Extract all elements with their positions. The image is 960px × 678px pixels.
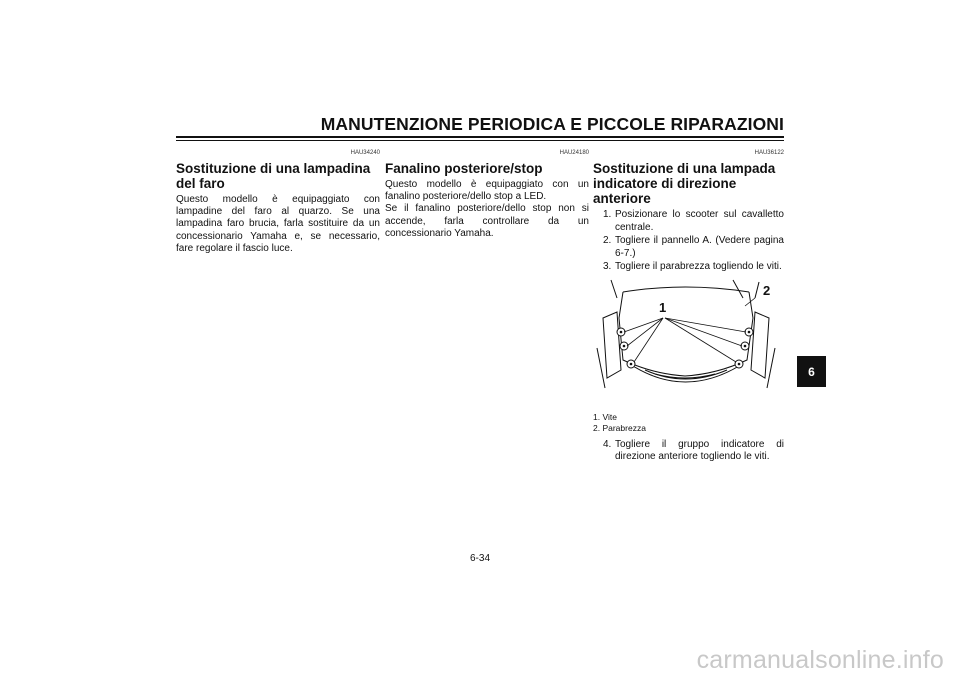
column-taillight [385,150,589,240]
section-heading: Sostituzione di una lampada indicatore di direzione anteriore [593,161,776,206]
section-code: HAU36122 [754,150,784,156]
column-turn-signal [593,150,784,465]
header-rule-thin [176,140,784,141]
windscreen-illustration [593,278,779,408]
section-code: HAU34240 [350,150,380,156]
section-paragraph-2: Se il fanalino posteriore/dello stop non si accende, farla controllare da un concessionario Yamaha. [385,203,589,239]
figure-caption-1: 1. Vite [593,411,617,422]
list-item: 4. Togliere il gruppo indicatore di direzione anteriore togliendo le viti. [603,438,784,462]
section-body: Questo modello è equipaggiato con lampadine del faro al quarzo. Se una lampadina faro brucia, farla sostituire da un concessionario Yamaha e, se necessario, fare regolare il fascio luce. [176,194,380,254]
list-item: 3. Togliere il parabrezza togliendo le viti. [603,261,782,272]
steps-list-continued [593,439,784,464]
section-paragraph-1: Questo modello è equipaggiato con un fanalino posteriore/dello stop a LED. [385,179,589,203]
section-heading: Sostituzione di una lampadina del faro [176,161,371,191]
column-headlight [176,150,380,255]
figure-caption-2: 2. Parabrezza [593,422,646,433]
steps-list [593,209,784,274]
page-number: 6-34 [469,553,490,564]
windscreen-drawing [593,278,779,408]
list-item: 1. Posizionare lo scooter sul cavalletto centrale. [603,209,784,233]
section-heading: Fanalino posteriore/stop [385,161,543,176]
chapter-tab: 6 [797,356,826,387]
watermark: carmanualsonline.info [696,646,944,674]
header-rule-thick [176,136,784,138]
callout-1: 1 [659,299,667,315]
callout-2: 2 [763,282,771,298]
section-code: HAU24180 [559,150,589,156]
list-item: 2. Togliere il pannello A. (Vedere pagina 6-7.) [603,235,784,259]
page-title: MANUTENZIONE PERIODICA E PICCOLE RIPARAZIONI [320,114,784,134]
